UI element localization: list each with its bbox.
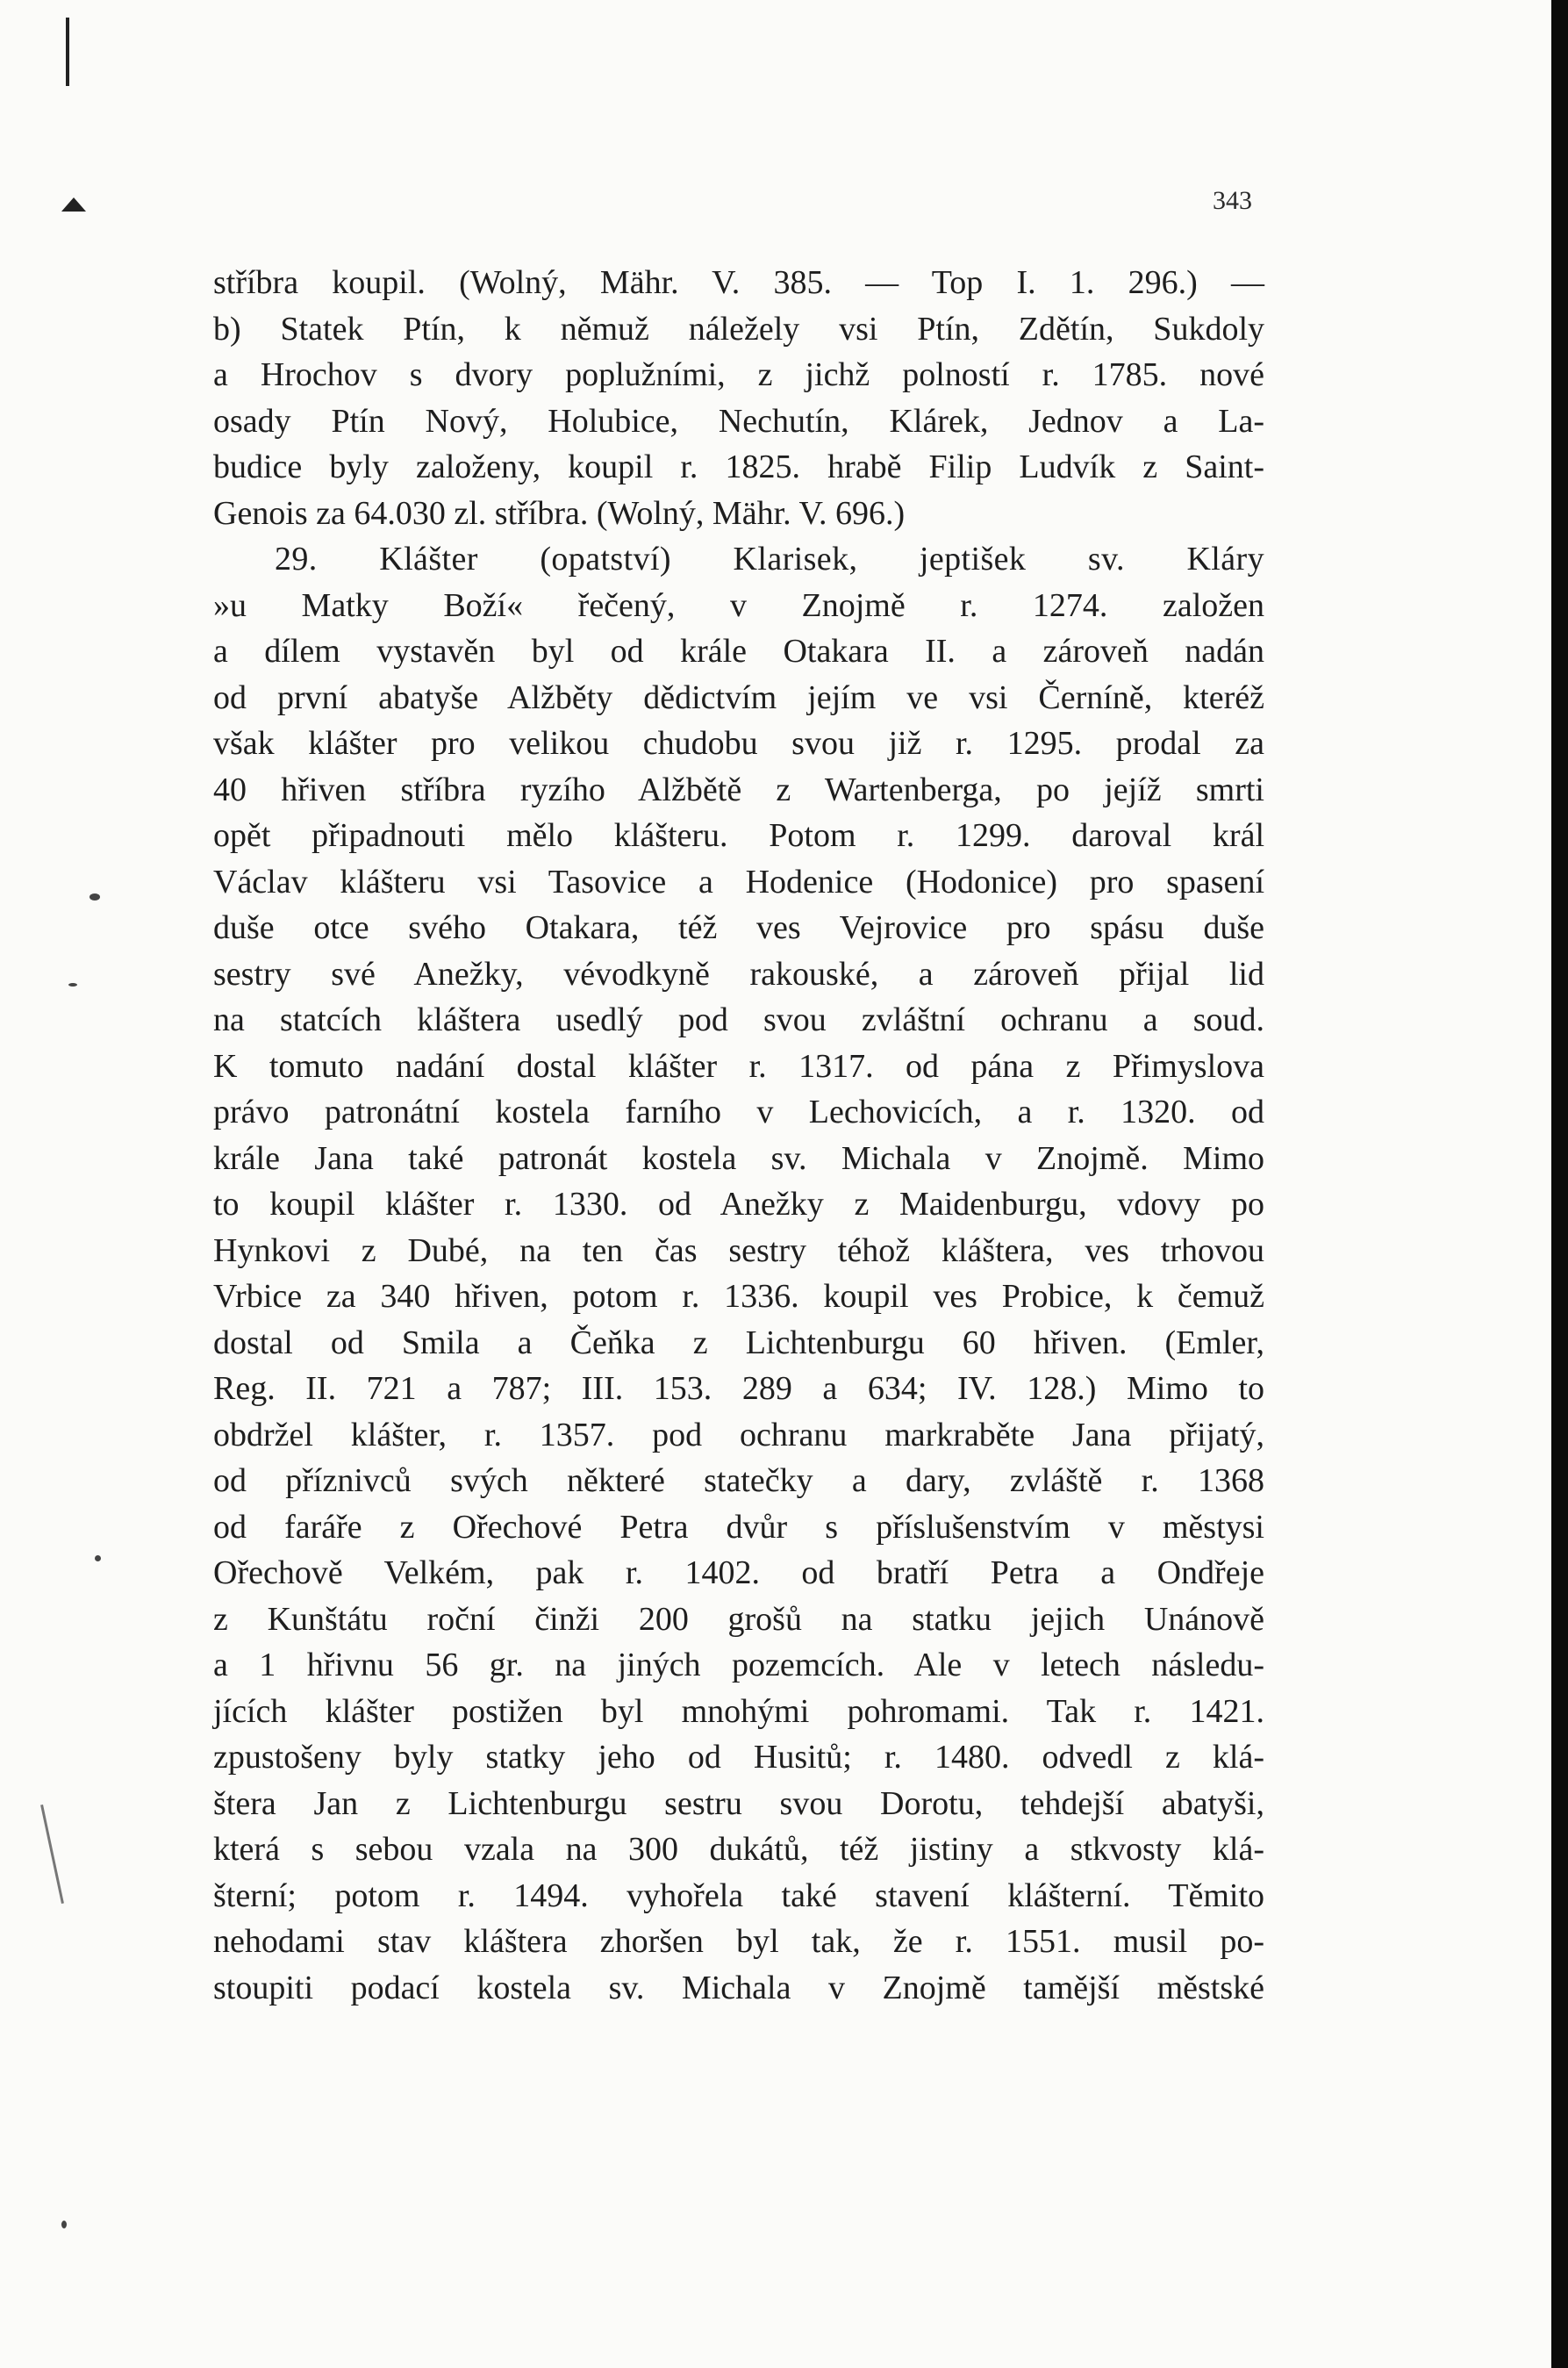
scan-artifact-dot <box>89 893 100 901</box>
scan-border <box>1551 0 1568 2368</box>
text-line: na statcích kláštera usedlý pod svou zvláštní ochranu a soud. <box>213 1001 1264 1038</box>
text-line: to koupil klášter r. 1330. od Anežky z Maidenburgu, vdovy po <box>213 1186 1264 1223</box>
text-line: jících klášter postižen byl mnohými pohromami. Tak r. 1421. <box>213 1692 1264 1730</box>
scan-artifact-mark <box>61 197 86 212</box>
text-line: K tomuto nadání dostal klášter r. 1317. od pána z Přimyslova <box>213 1047 1264 1085</box>
text-line: šterní; potom r. 1494. vyhořela také stavení klášterní. Těmito <box>213 1876 1264 1914</box>
text-line: Ořechově Velkém, pak r. 1402. od bratří Petra a Ondřeje <box>213 1554 1264 1591</box>
body-text <box>213 260 1264 2011</box>
text-line: 40 hřiven stříbra ryzího Alžbětě z Wartenberga, po jejíž smrti <box>213 771 1264 808</box>
text-line: sestry své Anežky, vévodkyně rakouské, a zároveň přijal lid <box>213 955 1264 993</box>
text-line: duše otce svého Otakara, též ves Vejrovice pro spásu duše <box>213 909 1264 946</box>
text-line: osady Ptín Nový, Holubice, Nechutín, Klárek, Jednov a La- <box>213 402 1264 440</box>
text-line: »u Matky Boží« řečený, v Znojmě r. 1274. založen <box>213 586 1264 624</box>
text-line: a 1 hřivnu 56 gr. na jiných pozemcích. Ale v letech následu- <box>213 1647 1264 1683</box>
text-line: od faráře z Ořechové Petra dvůr s příslušenstvím v městysi <box>213 1508 1264 1546</box>
text-line: z Kunštátu roční činži 200 grošů na statku jejich Unánově <box>213 1600 1264 1638</box>
text-line: a dílem vystavěn byl od krále Otakara II. a zároveň nadán <box>213 633 1264 670</box>
text-line: opět připadnouti mělo klášteru. Potom r. 1299. daroval král <box>213 817 1264 854</box>
page-number: 343 <box>1213 186 1252 215</box>
text-line: obdržel klášter, r. 1357. pod ochranu markraběte Jana přijatý, <box>213 1416 1264 1453</box>
scan-artifact-dot <box>61 2221 67 2228</box>
scan-artifact-dot <box>95 1555 101 1561</box>
text-line: a Hrochov s dvory poplužními, z jichž polností r. 1785. nové <box>213 356 1264 393</box>
text-line: Hynkovi z Dubé, na ten čas sestry téhož kláštera, ves trhovou <box>213 1231 1264 1269</box>
text-line: Reg. II. 721 a 787; III. 153. 289 a 634; IV. 128.) Mimo to <box>213 1370 1264 1407</box>
text-line: Vrbice za 340 hřiven, potom r. 1336. koupil ves Probice, k čemuž <box>213 1278 1264 1315</box>
text-line: budice byly založeny, koupil r. 1825. hrabě Filip Ludvík z Saint- <box>213 448 1264 485</box>
text-line: však klášter pro velikou chudobu svou již r. 1295. prodal za <box>213 725 1264 762</box>
text-line: Genois za 64.030 zl. stříbra. (Wolný, Mähr. V. 696.) <box>213 494 906 532</box>
text-line: od příznivců svých některé statečky a dary, zvláště r. 1368 <box>213 1462 1264 1499</box>
text-line: stříbra koupil. (Wolný, Mähr. V. 385. — Top I. 1. 296.) — <box>213 264 1264 301</box>
text-line: právo patronátní kostela farního v Lechovicích, a r. 1320. od <box>213 1094 1264 1130</box>
text-line: b) Statek Ptín, k němuž náležely vsi Ptín, Zdětín, Sukdoly <box>213 310 1264 348</box>
text-line: která s sebou vzala na 300 dukátů, též jistiny a stkvosty klá- <box>213 1831 1264 1868</box>
scan-artifact-stroke <box>40 1805 64 1904</box>
scan-artifact-line <box>66 18 69 86</box>
text-line: od první abatyše Alžběty dědictvím jejím ve vsi Černíně, kteréž <box>213 678 1264 716</box>
text-line: štera Jan z Lichtenburgu sestru svou Dorotu, tehdejší abatyši, <box>213 1784 1264 1822</box>
section-heading-line: 29. Klášter (opatství) Klarisek, jeptišek sv. Kláry <box>275 541 1264 578</box>
text-line: zpustošeny byly statky jeho od Husitů; r. 1480. odvedl z klá- <box>213 1739 1264 1776</box>
text-line: Václav klášteru vsi Tasovice a Hodenice (Hodonice) pro spasení <box>213 863 1264 901</box>
text-line: stoupiti podací kostela sv. Michala v Znojmě tamější městské <box>213 1969 1264 2006</box>
text-line: krále Jana také patronát kostela sv. Michala v Znojmě. Mimo <box>213 1139 1264 1177</box>
text-line: nehodami stav kláštera zhoršen byl tak, že r. 1551. musil po- <box>213 1923 1264 1960</box>
text-line: dostal od Smila a Čeňka z Lichtenburgu 60 hřiven. (Emler, <box>213 1324 1264 1361</box>
scan-artifact-dot <box>68 983 77 987</box>
